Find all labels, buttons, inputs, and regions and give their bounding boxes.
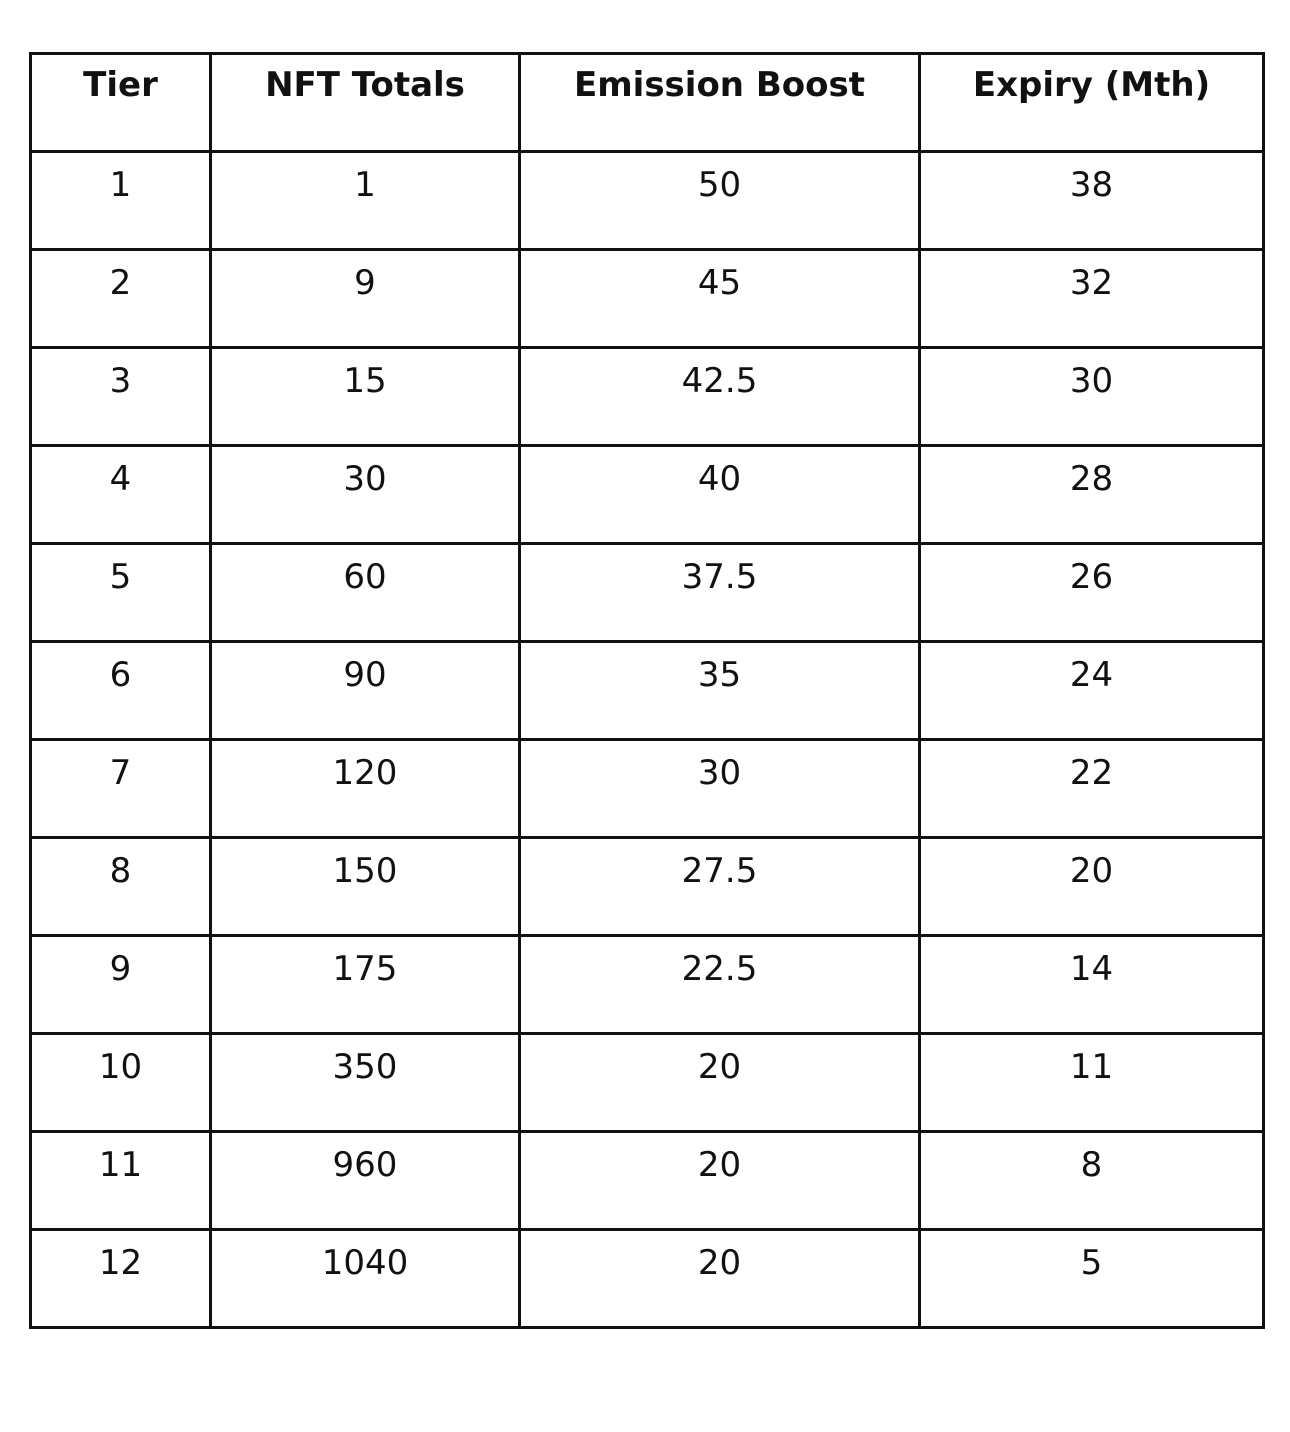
cell-tier: 1 (31, 152, 211, 250)
header-tier: Tier (31, 54, 211, 152)
cell-nft-totals: 960 (211, 1132, 520, 1230)
cell-emission-boost: 20 (520, 1034, 920, 1132)
cell-emission-boost: 37.5 (520, 544, 920, 642)
cell-nft-totals: 60 (211, 544, 520, 642)
cell-expiry: 20 (920, 838, 1264, 936)
cell-tier: 8 (31, 838, 211, 936)
cell-expiry: 30 (920, 348, 1264, 446)
cell-nft-totals: 15 (211, 348, 520, 446)
cell-emission-boost: 27.5 (520, 838, 920, 936)
cell-emission-boost: 22.5 (520, 936, 920, 1034)
cell-expiry: 8 (920, 1132, 1264, 1230)
nft-tier-table (29, 52, 1265, 1329)
cell-emission-boost: 40 (520, 446, 920, 544)
cell-emission-boost: 30 (520, 740, 920, 838)
cell-nft-totals: 120 (211, 740, 520, 838)
cell-emission-boost: 42.5 (520, 348, 920, 446)
cell-expiry: 5 (920, 1230, 1264, 1328)
table-row (31, 250, 1264, 348)
cell-emission-boost: 20 (520, 1230, 920, 1328)
header-row (31, 54, 1264, 152)
cell-nft-totals: 90 (211, 642, 520, 740)
cell-emission-boost: 50 (520, 152, 920, 250)
cell-emission-boost: 20 (520, 1132, 920, 1230)
table-row (31, 446, 1264, 544)
table-row (31, 838, 1264, 936)
cell-nft-totals: 150 (211, 838, 520, 936)
cell-expiry: 22 (920, 740, 1264, 838)
cell-emission-boost: 35 (520, 642, 920, 740)
cell-nft-totals: 1 (211, 152, 520, 250)
cell-tier: 3 (31, 348, 211, 446)
cell-emission-boost: 45 (520, 250, 920, 348)
table-row (31, 1230, 1264, 1328)
cell-expiry: 14 (920, 936, 1264, 1034)
cell-nft-totals: 175 (211, 936, 520, 1034)
cell-tier: 11 (31, 1132, 211, 1230)
header-emission-boost: Emission Boost (520, 54, 920, 152)
table-row (31, 740, 1264, 838)
cell-nft-totals: 1040 (211, 1230, 520, 1328)
cell-tier: 10 (31, 1034, 211, 1132)
cell-expiry: 28 (920, 446, 1264, 544)
table-row (31, 152, 1264, 250)
table-row (31, 936, 1264, 1034)
cell-expiry: 32 (920, 250, 1264, 348)
cell-tier: 6 (31, 642, 211, 740)
cell-tier: 7 (31, 740, 211, 838)
cell-expiry: 38 (920, 152, 1264, 250)
header-expiry: Expiry (Mth) (920, 54, 1264, 152)
table-row (31, 642, 1264, 740)
cell-nft-totals: 350 (211, 1034, 520, 1132)
table-row (31, 544, 1264, 642)
cell-tier: 5 (31, 544, 211, 642)
cell-tier: 4 (31, 446, 211, 544)
header-nft-totals: NFT Totals (211, 54, 520, 152)
table-row (31, 1034, 1264, 1132)
table-row (31, 1132, 1264, 1230)
cell-tier: 2 (31, 250, 211, 348)
table-row (31, 348, 1264, 446)
cell-nft-totals: 9 (211, 250, 520, 348)
cell-expiry: 26 (920, 544, 1264, 642)
cell-tier: 9 (31, 936, 211, 1034)
cell-expiry: 24 (920, 642, 1264, 740)
cell-nft-totals: 30 (211, 446, 520, 544)
cell-expiry: 11 (920, 1034, 1264, 1132)
cell-tier: 12 (31, 1230, 211, 1328)
